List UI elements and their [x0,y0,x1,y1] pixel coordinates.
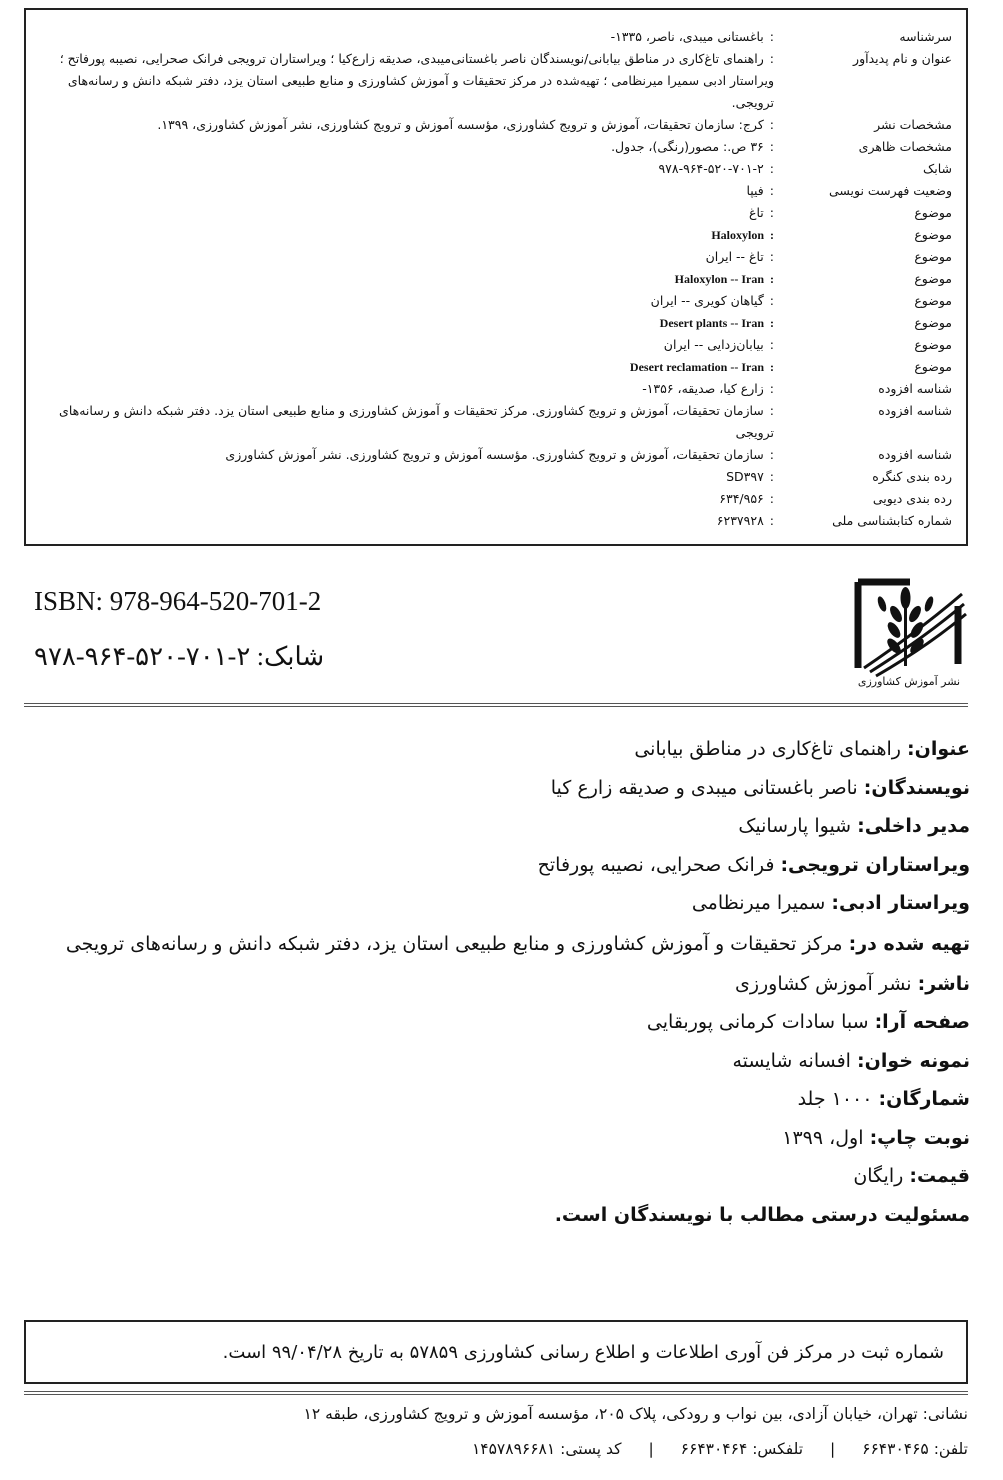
credit-line [24,846,970,885]
cip-value-text: باغستانی میبدی، ناصر، ۱۳۳۵- [610,29,764,44]
cip-value [36,510,774,532]
cip-value [36,114,774,136]
cip-value-text: Haloxylon -- Iran [674,272,764,286]
fax-text: تلفکس: ۶۶۴۳۰۴۶۴ [680,1440,804,1458]
cip-label: شناسه افزوده [878,381,952,396]
cip-row [36,114,952,136]
cip-colon: : [769,403,774,418]
cip-row [36,334,952,356]
cip-label: عنوان و نام پدیدآور [853,51,952,66]
cip-label: موضوع [914,249,952,264]
credits-list [24,730,970,1234]
cip-row [36,158,952,180]
cip-colon: : [770,228,774,242]
credit-line [24,965,970,1004]
cip-value [36,290,774,312]
cip-row [36,224,952,246]
cip-label: مشخصات ظاهری [858,139,952,154]
credit-value: سمیرا میرنظامی [691,892,826,914]
contacts-line [24,1440,968,1458]
credit-line [24,923,970,965]
cip-colon: : [769,293,774,308]
cip-value-text: Desert plants -- Iran [659,316,764,330]
cip-row [36,246,952,268]
credit-label: عنوان: [907,738,970,760]
cip-colon: : [769,51,774,66]
cip-colon: : [770,316,774,330]
cip-row [36,356,952,378]
credit-value: رایگان [853,1165,904,1187]
credit-label: نویسندگان: [863,776,970,799]
cip-colon: : [770,360,774,374]
credit-value: نشر آموزش کشاورزی [734,972,912,995]
cip-colon: : [769,491,774,506]
cip-colon: : [769,205,774,220]
cip-row [36,488,952,510]
cip-row [36,400,952,444]
cip-row [36,290,952,312]
credit-label: قیمت: [909,1165,970,1187]
cip-value-text: راهنمای تاغ‌کاری در مناطق بیابانی/نویسندگان ناصر باغستانی‌میبدی، صدیقه زارع‌کیا ؛ ویراستاران ترویجی فرانک صحرایی، نصیبه پورفاتح ؛ ویراستار ادبی سمیرا میرنظامی ؛ تهیه‌شده در مرکز تحقیقات و آموزش کشاورزی و منابع طبیعی استان یزد، دفتر شبکه دانش و رسانه‌های ترویجی. [59,51,774,110]
cip-value [36,466,774,488]
cip-label: مشخصات نشر [874,117,952,132]
cip-label: سرشناسه [899,29,952,44]
cip-value-text: سازمان تحقیقات، آموزش و ترویج کشاورزی. مؤسسه آموزش و ترویج کشاورزی. نشر آموزش کشاورزی [225,447,764,462]
cip-colon: : [770,272,774,286]
cip-value-text: ۶۳۴/۹۵۶ [719,491,764,506]
cip-value [36,202,774,224]
registration-text: شماره ثبت در مرکز فن آوری اطلاعات و اطلاع رسانی کشاورزی ۵۷۸۵۹ به تاریخ ۹۹/۰۴/۲۸ است. [222,1341,944,1363]
cip-row [36,180,952,202]
responsibility-note: مسئولیت درستی مطالب با نویسندگان است. [554,1203,970,1226]
cip-value [36,378,774,400]
cip-row [36,202,952,224]
credit-value: سبا سادات کرمانی پوربقایی [646,1011,869,1033]
credit-line [24,769,970,808]
cip-colon: : [769,249,774,264]
cip-value-text: سازمان تحقیقات، آموزش و ترویج کشاورزی. مرکز تحقیقات و آموزش کشاورزی و منابع طبیعی استان یزد. دفتر شبکه دانش و رسانه‌های ترویجی [59,403,774,440]
cip-label: شماره کتابشناسی ملی [832,513,952,528]
cip-label: رده بندی کنگره [872,469,952,484]
cip-value-text: تاغ [749,205,764,220]
cip-label: موضوع [914,337,952,352]
isbn-latin: ISBN: 978-964-520-701-2 [34,586,322,616]
cip-colon: : [769,139,774,154]
logo-caption: نشر آموزش کشاورزی [857,675,961,688]
cip-value [36,356,774,378]
credit-line [24,1080,970,1119]
cip-value-text: ۹۷۸-۹۶۴-۵۲۰-۷۰۱-۲ [658,161,764,176]
cip-value [36,400,774,444]
cip-value-text: گیاهان کویری -- ایران [650,293,764,308]
cip-colon: : [769,469,774,484]
cip-label: رده بندی دیویی [872,491,952,506]
credit-value: مرکز تحقیقات و آموزش کشاورزی و منابع طبیعی استان یزد، دفتر شبکه دانش و رسانه‌های ترویجی [65,932,843,955]
isbn-persian: شابک: ۲-۷۰۱-۵۲۰-۹۶۴-۹۷۸ [34,642,325,671]
contact-separator: | [829,1440,836,1458]
cip-value-text: SD۳۹۷ [726,469,764,484]
cip-colon: : [769,381,774,396]
cip-row [36,466,952,488]
cip-label: موضوع [914,227,952,242]
credit-label: صفحه آرا: [874,1011,970,1033]
cip-value-text: ۳۶ ص.: مصور(رنگی)، جدول. [611,139,764,154]
publisher-logo-icon [850,568,968,692]
postal-code-text: کد پستی: ۱۴۵۷۸۹۶۶۸۱ [471,1440,622,1458]
credit-label: ویراستار ادبی: [831,892,970,914]
cip-colon: : [769,29,774,44]
cip-colon: : [769,183,774,198]
cip-value [36,268,774,290]
cip-value [36,224,774,246]
cip-value-text: Desert reclamation -- Iran [629,360,764,374]
credit-line [24,1157,970,1196]
cip-value [36,334,774,356]
credit-value: ۱۰۰۰ جلد [797,1088,873,1110]
cip-value [36,26,774,48]
credit-line [24,884,970,923]
cip-row [36,444,952,466]
cip-value-text: زارع کیا، صدیقه، ۱۳۵۶- [642,381,764,396]
credit-label: نمونه خوان: [857,1049,970,1072]
credit-label: ویراستاران ترویجی: [780,853,970,876]
credit-value: اول، ۱۳۹۹ [782,1126,864,1149]
cip-label: موضوع [914,315,952,330]
cip-value [36,488,774,510]
cip-value [36,158,774,180]
credit-value: ناصر باغستانی میبدی و صدیقه زارع کیا [550,776,858,799]
credit-label: شمارگان: [878,1088,970,1110]
registration-box [24,1320,968,1384]
cip-value-text: کرج: سازمان تحقیقات، آموزش و ترویج کشاورزی، مؤسسه آموزش و ترویج کشاورزی، نشر آموزش کشاورزی، ۱۳۹۹. [157,117,764,132]
credit-label: ناشر: [917,972,970,995]
cip-value [36,444,774,466]
cip-value-text: فیپا [746,183,764,198]
cip-value-text: تاغ -- ایران [705,249,764,264]
credit-value: راهنمای تاغ‌کاری در مناطق بیابانی [634,738,901,760]
credit-line [24,730,970,769]
credit-line [24,807,970,846]
top-divider [24,703,968,707]
cip-colon: : [769,513,774,528]
bottom-divider [24,1391,968,1395]
cip-label: شناسه افزوده [878,403,952,418]
cip-row [36,268,952,290]
cip-value [36,180,774,202]
cip-value-text: ۶۲۳۷۹۲۸ [716,513,764,528]
cip-row [36,510,952,532]
cip-value [36,246,774,268]
cip-label: موضوع [914,359,952,374]
cip-row [36,48,952,114]
cip-colon: : [769,161,774,176]
cip-value-text: بیابان‌زدایی -- ایران [663,337,764,352]
cip-row [36,136,952,158]
cip-label: موضوع [914,271,952,286]
credit-label: مدیر داخلی: [857,815,970,837]
address-line: نشانی: تهران، خیابان آزادی، بین نواب و رودکی، پلاک ۲۰۵، مؤسسه آموزش و ترویج کشاورزی، طبقه ۱۲ [303,1405,968,1423]
credit-label: نوبت چاپ: [869,1126,970,1149]
cip-value [36,136,774,158]
credit-value: افسانه شایسته [732,1049,851,1072]
credit-line [24,1003,970,1042]
contact-separator: | [648,1440,654,1458]
cip-value [36,48,774,114]
cip-value [36,312,774,334]
phone-text: تلفن: ۶۶۴۳۰۴۶۵ [862,1440,968,1458]
cip-row [36,378,952,400]
cip-row [36,312,952,334]
cip-row [36,26,952,48]
cip-label: شناسه افزوده [878,447,952,462]
cip-label: وضعیت فهرست نویسی [828,183,952,198]
credit-label: تهیه شده در: [848,932,970,955]
cip-colon: : [769,117,774,132]
cip-colon: : [769,337,774,352]
credit-value: شیوا پارسانیک [738,815,852,837]
credit-line [24,1042,970,1081]
cip-label: موضوع [914,205,952,220]
cip-colon: : [769,447,774,462]
credit-value: فرانک صحرایی، نصیبه پورفاتح [537,853,775,876]
cip-label: موضوع [914,293,952,308]
credit-line [24,1119,970,1158]
cip-catalog-box [24,8,968,546]
cip-label: شابک [923,161,952,176]
cip-value-text: Haloxylon [711,228,764,242]
